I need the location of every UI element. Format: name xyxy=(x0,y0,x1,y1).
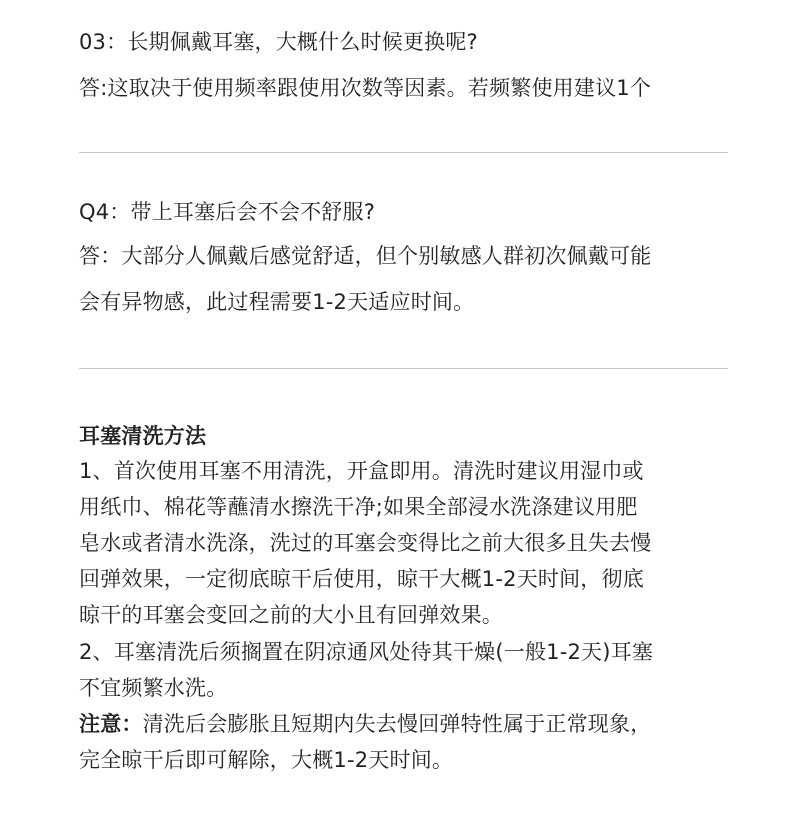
cleaning-line-5: 晾干的耳塞会变回之前的大小且有回弹效果。 xyxy=(79,603,503,627)
note-text: 清洗后会膨胀且短期内失去慢回弹特性属于正常现象， xyxy=(142,712,652,736)
faq-question-q4: Q4：带上耳塞后会不会不舒服? xyxy=(79,200,376,224)
faq-answer-q4-line-2: 会有异物感，此过程需要1-2天适应时间。 xyxy=(79,290,475,314)
cleaning-line-2: 用纸巾、棉花等蘸清水擦洗干净;如果全部浸水洗涤建议用肥 xyxy=(79,495,638,519)
faq-answer-q4-line-1: 答：大部分人佩戴后感觉舒适，但个别敏感人群初次佩戴可能 xyxy=(79,244,652,268)
cleaning-note-line-2: 完全晾干后即可解除，大概1-2天时间。 xyxy=(79,748,454,772)
cleaning-note-line-1 xyxy=(79,709,651,739)
faq-question-03: 03：长期佩戴耳塞，大概什么时候更换呢? xyxy=(79,30,478,54)
cleaning-line-1: 1、首次使用耳塞不用清洗，开盒即用。清洗时建议用湿巾或 xyxy=(79,459,644,483)
cleaning-title: 耳塞清洗方法 xyxy=(79,424,207,448)
cleaning-line-3: 皂水或者清水洗涤，洗过的耳塞会变得比之前大很多且失去慢 xyxy=(79,531,652,555)
faq-answer-03: 答:这取决于使用频率跟使用次数等因素。若频繁使用建议1个 xyxy=(79,76,652,100)
cleaning-line-4: 回弹效果，一定彻底晾干后使用，晾干大概1-2天时间，彻底 xyxy=(79,567,644,591)
divider xyxy=(79,152,728,153)
cleaning-line-6: 2、耳塞清洗后须搁置在阴凉通风处待其干燥(一般1-2天)耳塞 xyxy=(79,640,654,664)
note-label: 注意： xyxy=(79,712,143,736)
cleaning-line-7: 不宜频繁水洗。 xyxy=(79,676,228,700)
divider xyxy=(79,368,728,369)
